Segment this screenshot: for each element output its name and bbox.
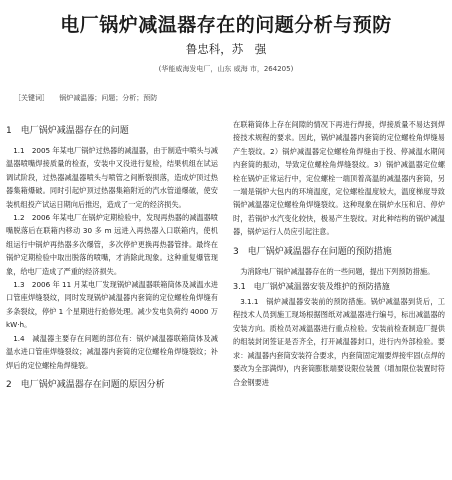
paragraph-3-intro: 为消除电厂锅炉减温器存在的一些问题，提出下列预防措施。 bbox=[240, 266, 435, 276]
keywords-text: 锅炉减温器；问题；分析；预防 bbox=[59, 94, 158, 102]
left-column bbox=[6, 118, 218, 480]
paragraph-1-2: 1.2 2006 年某电厂在锅炉定期检验中，发现再热器的减温器喷嘴脱落后在联箱内移动 30 多 m 远进入再热器入口联箱内，使机组运行中锅炉再热器多次爆管，多次停炉更换再热器管排。最终在锅炉定期检验中取出脱落的喷嘴，才消除此现象。这种重复爆管现象，给电厂造成了严重的经济损失。 bbox=[6, 213, 218, 276]
section-1-heading: 1 电厂锅炉减温器存在的问题 bbox=[6, 126, 129, 136]
paragraph-3-1-1: 3.1.1 锅炉减温器安装前的预防措施。锅炉减温器到货后，工程技术人员到施工现场根据图纸对减温器进行编号，标出减温器的安装方向。质检员对减温器进行重点检验。安装前检查制造厂提供的组装封闭签证是否齐全，打开减温器封口，进行内外部检验。要求：减温器内套筒安装符合要求，内套筒固定端要焊接牢固(点焊的要改为全部满焊)，内套筒膨胀端要设限位装置（增加限位装置时符合金钢要进 bbox=[233, 297, 445, 387]
section-2-heading: 2 电厂锅炉减温器存在问题的原因分析 bbox=[6, 379, 165, 390]
paragraph-1-4: 1.4 减温器主要存在问题的部位有：锅炉减温器联箱筒体及减温水进口管座焊缝裂纹；减温器内套筒的定位螺栓角焊缝裂纹；补焊后的定位螺栓角焊缝裂。 bbox=[6, 333, 218, 370]
subsection-3-1-heading: 3.1 电厂锅炉减温器安装及维护的预防措施 bbox=[233, 282, 390, 292]
paper-title: 电厂锅炉减温器存在的问题分析与预防 bbox=[60, 14, 392, 36]
paragraph-1-3: 1.3 2006 年 11 月某电厂发现锅炉减温器联箱筒体及减温水进口管座焊缝裂纹，同时发现锅炉减温器内套筒的定位螺栓角焊缝有多条裂纹，停炉 1 个星期进行抢修处理。减少发电负荷约 4000 万 kW·h。 bbox=[6, 280, 218, 330]
keywords-label: ［关键词］ bbox=[14, 94, 49, 102]
paper-affiliation: (华能威海发电厂，山东 威海 市，264205) bbox=[158, 65, 294, 73]
right-column bbox=[233, 118, 445, 480]
paragraph-1-1: 1.1 2005 年某电厂锅炉过热器的减温器，由于制造中喷头与减温器喷嘴焊接质量的检查，安装中又没进行复检，结果机组在试运调试阶段，过热器减温器喷头与喷管之间断裂损落，造成炉顶过热器集箱爆破。同时引起炉顶过热器集箱附近的汽水管道爆破，使安装机组投产试运日期向后推迟，造成了一定的经济损失。 bbox=[6, 146, 218, 209]
section-3-heading: 3 电厂锅炉减温器存在问题的预防措施 bbox=[233, 246, 392, 257]
paper-authors: 鲁忠科，苏 强 bbox=[185, 42, 267, 56]
paragraph-2-cont: 在联箱筒体上存在间隙的情况下再进行焊接，焊接质量不易达到焊接技术规程的要求。因此，锅炉减温器内套筒的定位螺栓角焊缝易产生裂纹。2）锅炉减温器定位螺栓角焊缝由于投、停减温水期间内套筒的振动，导致定位螺栓角焊缝裂纹。3）锅炉减温器定位螺栓在锅炉正常运行中，定位螺栓一端顶着高温的减温器内套筒，另一端是锅炉大包内的环境温度，定位螺栓温度较大，温度梯度导致锅炉减温器定位螺栓角焊缝裂纹。这种现象在锅炉水压和启、停炉时，若锅炉水汽变化较快，极易产生裂纹。对此种结构的锅炉减温器，锅炉运行人员应引起注意。 bbox=[233, 120, 445, 237]
keywords-line bbox=[14, 93, 157, 103]
